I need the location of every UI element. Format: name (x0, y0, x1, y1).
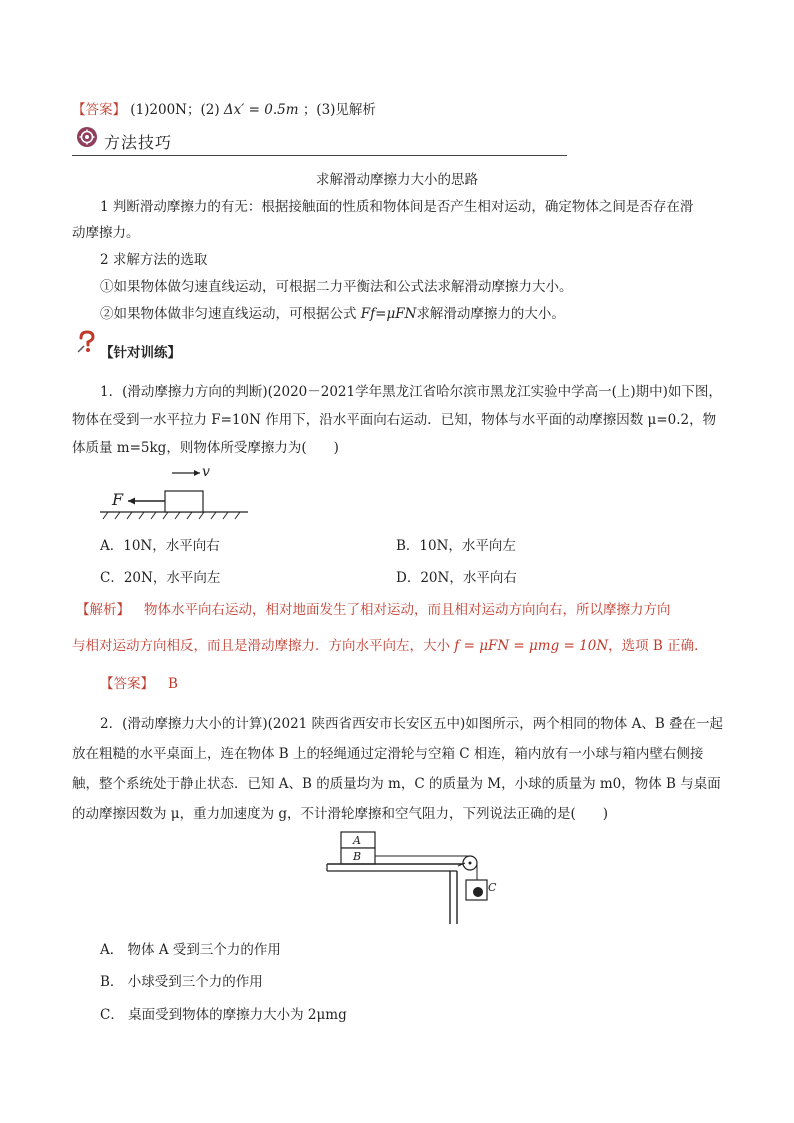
answer-line (72, 98, 376, 118)
section-divider (72, 155, 567, 156)
q1-analysis-text2: 与相对运动方向相反，而且是滑动摩擦力．方向水平向左，大小 (72, 638, 455, 654)
brain-gear-icon (76, 126, 98, 148)
q1-answer-line (100, 672, 178, 692)
q2-option-c: C． 桌面受到物体的摩擦力大小为 2μmg (100, 1007, 347, 1023)
q1-option-c: C．20N，水平向左 (100, 570, 221, 586)
q1-analysis-formula: f = μFN = μmg = 10N (454, 638, 609, 654)
q2-fig-label-c: C (488, 881, 497, 894)
method-p1-line2: 动摩擦力。 (72, 225, 140, 241)
q1-line2: 物体在受到一水平拉力 F=10N 作用下，沿水平面向右运动．已知，物体与水平面的动摩擦因数 μ=0.2，物 (72, 412, 717, 428)
q1-option-b: B．10N，水平向左 (396, 538, 516, 554)
method-p3: ①如果物体做匀速直线运动，可根据二力平衡法和公式法求解滑动摩擦力大小。 (100, 279, 573, 295)
q2-option-b: B． 小球受到三个力的作用 (100, 974, 263, 990)
q2-line4: 的动摩擦因数为 μ，重力加速度为 g，不计滑轮摩擦和空气阻力，下列说法正确的是( ) (72, 806, 609, 822)
q2-option-a: A． 物体 A 受到三个力的作用 (100, 942, 281, 958)
question-mark-icon (76, 330, 98, 352)
q1-fig-velocity-label: v (202, 464, 210, 480)
q1-analysis-tag: 【解析】 (76, 602, 130, 618)
q2-line3: 触，整个系统处于静止状态．已知 A、B 的质量均为 m，C 的质量为 M，小球的质量为 m0，物体 B 与桌面 (72, 776, 721, 792)
q2-fig-label-b: B (353, 850, 362, 863)
answer-part1: (1)200N；(2) (130, 102, 224, 118)
training-label: 【针对训练】 (100, 345, 181, 361)
q2-line1: 2．(滑动摩擦力大小的计算)(2021 陕西省西安市长安区五中)如图所示，两个相同的物体 A、B 叠在一起 (100, 716, 724, 732)
method-p4-formula: Ff=μFN (360, 306, 417, 322)
answer-part3: ；(3)见解析 (302, 102, 376, 118)
q1-fig-force-label: F (112, 490, 124, 509)
q1-option-d: D．20N，水平向右 (396, 570, 517, 586)
q2-fig-label-a: A (353, 834, 361, 847)
q1-figure (100, 462, 250, 522)
q1-analysis-text1: 物体水平向右运动，相对地面发生了相对运动，而且相对运动方向向右，所以摩擦力方向 (144, 602, 671, 618)
answer-tag: 【答案】 (72, 102, 126, 118)
q1-answer-tag: 【答案】 (100, 676, 154, 692)
q2-line2: 放在粗糙的水平桌面上，连在物体 B 上的轻绳通过定滑轮与空箱 C 相连，箱内放有一小球与箱内壁右侧接 (72, 746, 704, 762)
q1-line3: 体质量 m=5kg，则物体所受摩擦力为( ) (72, 440, 339, 456)
method-p4-pre: ②如果物体做非匀速直线运动，可根据公式 (100, 306, 361, 322)
q1-analysis-line2 (72, 634, 708, 654)
q2-figure (325, 826, 495, 926)
answer-formula: Δx′ = 0.5m (223, 102, 299, 118)
q1-analysis-line1 (72, 598, 671, 618)
q1-answer-value: B (168, 676, 178, 692)
method-heading: 求解滑动摩擦力大小的思路 (316, 172, 478, 188)
method-p4 (100, 302, 565, 322)
method-p2: 2 求解方法的选取 (100, 252, 208, 268)
q1-line1: 1．(滑动摩擦力方向的判断)(2020－2021学年黑龙江省哈尔滨市黑龙江实验中学高一(上)期中)如下图， (100, 384, 722, 400)
q1-analysis-text3: ，选项 B 正确． (608, 638, 708, 654)
method-p4-post: 求解滑动摩擦力的大小。 (416, 306, 565, 322)
method-p1-line1: 1 判断滑动摩擦力的有无：根据接触面的性质和物体间是否产生相对运动，确定物体之间是否存在滑 (100, 199, 694, 215)
section-title: 方法技巧 (104, 133, 173, 152)
q1-option-a: A．10N，水平向右 (100, 538, 220, 554)
